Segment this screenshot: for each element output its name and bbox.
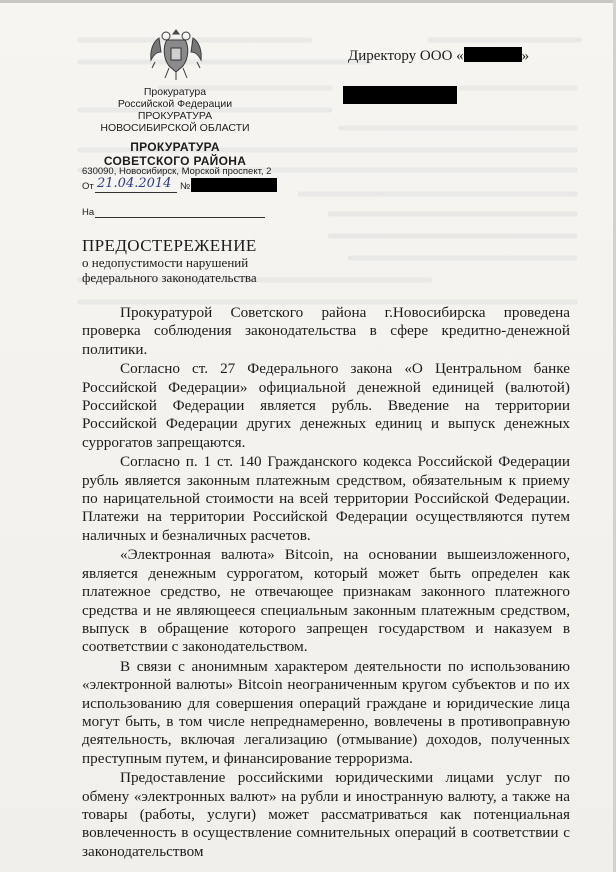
date-underline [95,192,177,193]
document-subtitle-line2: федерального законодательства [82,270,257,285]
addressee-line [348,47,529,65]
letterhead-org-line4: НОВОСИБИРСКОЙ ОБЛАСТИ [100,122,250,134]
body-paragraph-6: Предоставление российскими юридическими лицами услуг по обмену «электронных валют» на рубли и иностранную валюту, а также на товары (работы, услуги) может рассматриваться как потенциальная вовлеченность в осуществление сомнительных операций в соответствии с законодательством [82,769,570,860]
reference-prefix: На [82,207,95,218]
date-handwritten: 21.04.2014 [97,176,172,191]
body-paragraph-4: «Электронная валюта» Bitcoin, на основании вышеизложенного, является денежным суррогатом, который может быть определен как платежное средство, не отвечающее признакам законного платежного средства и не являющееся специальным законным платежным средством, выпуск в обращение которого запрещен государством и наказуем в соответствии с законодательством. [82,546,570,656]
reference-underline [95,217,265,218]
double-headed-eagle-emblem-icon [145,24,207,84]
document-title: ПРЕДОСТЕРЕЖЕНИЕ [82,236,257,255]
body-paragraph-3: Согласно п. 1 ст. 140 Гражданского кодекса Российской Федерации рубль является законным платежным средством, обязательным к приему по нарицательной стоимости на всей территории Российской Федерации. Платежи на территории Российской Федерации осуществляются путем наличных и безналичных расчетов. [82,453,570,544]
letterhead-org-line2: Российской Федерации [117,98,233,110]
addressee-text: Директору ООО « [348,48,464,64]
letterhead-address: 630090, Новосибирск, Морской проспект, 2 [82,166,272,177]
document-body [82,304,570,861]
letterhead-office-line2: СОВЕТСКОГО РАЙОНА [103,154,247,168]
scan-edge-top [0,0,616,3]
date-prefix: От [82,181,94,192]
body-paragraph-5: В связи с анонимным характером деятельности по использованию «электронной валюты» Bitcoin неограниченным кругом субъектов и по их использованию для совершения операций граждане и юридические лица могут быть, в том числе непреднамеренно, вовлечены в противоправную деятельность, включая легализацию (отмывание) доходов, полученных преступным путем, и финансирование терроризма. [82,657,570,767]
document-subtitle-line1: о недопустимости нарушений [82,255,249,270]
letterhead-office-line1: ПРОКУРАТУРА [130,140,220,154]
body-paragraph-2: Согласно ст. 27 Федерального закона «О Центральном банке Российской Федерации» официальной денежной единицей (валютой) Российской Федерации является рубль. Введение на территории Российской Федерации других денежных единиц и выпуск денежных суррогатов запрещаются. [82,360,570,451]
body-paragraph-1: Прокуратурой Советского района г.Новосибирска проведена проверка соблюдения законодательства в сфере кредитно-денежной политики. [82,304,570,358]
redacted-number [191,178,277,192]
number-prefix: № [180,181,191,192]
letterhead-org-line1: Прокуратура [143,86,207,98]
redacted-addressee-name [343,86,457,104]
letterhead-org-line3: ПРОКУРАТУРА [137,110,213,122]
addressee-suffix: » [521,48,530,64]
redacted-company-name [464,47,522,62]
